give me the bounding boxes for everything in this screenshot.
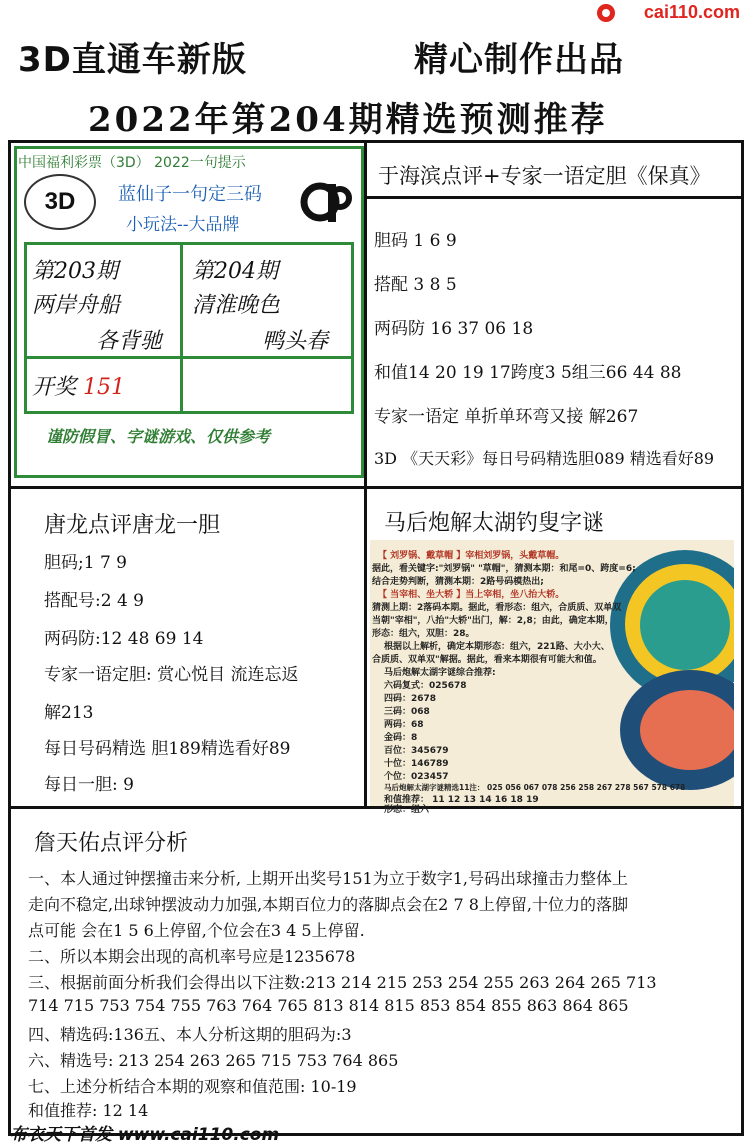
tang-line-0: 胆码;1 7 9 (44, 553, 127, 573)
tang-line-1: 搭配号:2 4 9 (44, 591, 144, 611)
zhan-line-1: 走向不稳定,出球钟摆波动力加强,本期百位力的落脚点会在2 7 8上停留,十位力的落脚 (28, 895, 628, 914)
panel-zhan-title: 詹天佑点评分析 (34, 831, 189, 856)
tang-line-6: 每日一胆: 9 (44, 775, 134, 795)
ticket-line1: 蓝仙子一句定三码 (118, 184, 262, 205)
panel-yu-title-line (366, 196, 744, 199)
riddle-line-2: 结合走势判断，猜测本期：2路号码模热出; (372, 577, 544, 587)
zhan-line-6: 四、精选码:136五、本人分析这期的胆码为:3 (28, 1025, 352, 1044)
wave-decoration-5 (640, 690, 734, 770)
ticket-header: 中国福利彩票（3D） 2022一句提示 (18, 155, 246, 171)
riddle-line-6: 形态：组六，双胆：28。 (372, 629, 475, 639)
zhan-line-0: 一、本人通过钟摆撞击来分析, 上期开出奖号151为立于数字1,号码出球撞击力整体上 (28, 869, 628, 888)
row-divider-1 (8, 486, 744, 489)
riddle-line-5: 当朝"宰相"，八抬"大轿"出门，解：2,8；由此，确定本期， (372, 616, 614, 626)
yu-line-2: 两码防 16 37 06 18 (374, 319, 534, 339)
page-subtitle: 2022年第204期精选预测推荐 (88, 100, 608, 140)
draw-label: 开奖 (32, 375, 77, 400)
prev-riddle-a: 两岸舟船 (32, 293, 121, 318)
riddle-line-4: 猜测上期：2落码本期。据此，看形态：组六，合质质、双单双 (372, 603, 622, 613)
riddle-line-10: 六码复式：025678 (384, 681, 467, 691)
riddle-line-16: 十位：146789 (384, 759, 449, 769)
riddle-line-12: 三码：068 (384, 707, 430, 717)
draw-result (32, 370, 125, 401)
ticket-grid-vline (180, 242, 183, 414)
zhan-line-3: 二、所以本期会出现的高机率号应是1235678 (28, 947, 356, 966)
column-divider (364, 140, 367, 808)
panel-tang-title: 唐龙点评唐龙一胆 (44, 513, 221, 538)
zhan-line-8: 七、上述分析结合本期的观察和值范围: 10-19 (28, 1077, 357, 1096)
zhan-line-4: 三、根据前面分析我们会得出以下注数:213 214 215 253 254 255 263 264 265 713 (28, 973, 657, 992)
ticket-line2: 小玩法--大品牌 (126, 215, 240, 235)
draw-value: 151 (83, 375, 126, 400)
zhan-line-5: 714 715 753 754 755 763 764 765 813 814 815 853 854 855 863 864 865 (28, 996, 629, 1015)
3d-logo-icon (24, 174, 96, 230)
panel-yu-title: 于海滨点评+专家一语定胆《保真》 (378, 164, 711, 188)
riddle-line-0: 【 刘罗锅、戴草帽 】宰相刘罗锅，头戴草帽。 (378, 551, 565, 561)
yu-line-4: 专家一语定 单折单环弯又接 解267 (374, 407, 639, 427)
tang-line-5: 每日号码精选 胆189精选看好89 (44, 739, 291, 759)
riddle-line-13: 两码：68 (384, 720, 424, 730)
ticket-warning: 谨防假冒、字谜游戏、仅供参考 (46, 427, 271, 446)
brand-logo-icon (597, 4, 615, 22)
cur-riddle-b: 鸭头春 (262, 329, 329, 354)
wave-decoration-3 (640, 580, 730, 670)
header-right-title: 精心制作出品 (414, 40, 624, 80)
cur-issue: 第204期 (192, 259, 278, 284)
riddle-line-18: 马后炮解太湖字谜精选11注： 025 056 067 078 256 258 267 278 567 578 678 (384, 783, 686, 792)
yu-line-3: 和值14 20 19 17跨度3 5组三66 44 88 (374, 363, 682, 383)
brand-site[interactable]: cai110.com (643, 2, 740, 22)
cp-logo-svg (298, 178, 352, 226)
riddle-line-11: 四码：2678 (384, 694, 437, 704)
riddle-line-1: 据此，看关键字:"刘罗锅" "草帽"，猜测本期：和尾=0、跨度=6; (372, 564, 636, 574)
riddle-line-17: 个位：023457 (384, 772, 449, 782)
3d-logo-text: 3D (44, 188, 76, 215)
zhan-line-9: 和值推荐: 12 14 (28, 1101, 149, 1120)
footer-text[interactable]: 布衣天下首发 www.cai110.com (10, 1125, 280, 1145)
riddle-line-14: 金码：8 (384, 733, 418, 743)
riddle-line-8: 合质质、双单双"解据。据此，看来本期很有可能大和值。 (372, 655, 602, 665)
riddle-line-15: 百位：345679 (384, 746, 449, 756)
riddle-line-3: 【 当宰相、坐大轿 】当上宰相，坐八抬大轿。 (378, 590, 565, 600)
tang-line-3: 专家一语定胆: 赏心悦目 流连忘返 (44, 665, 299, 685)
header-left-title: 3D直通车新版 (18, 40, 247, 80)
riddle-line-20: 形态：组六 (384, 805, 430, 815)
ticket-grid-hline (24, 356, 354, 359)
riddle-line-9: 马后炮解太湖字谜综合推荐: (384, 668, 496, 678)
zhan-line-2: 点可能 会在1 5 6上停留,个位会在3 4 5上停留. (28, 921, 365, 940)
cur-riddle-a: 清淮晚色 (192, 293, 281, 318)
cp-logo-icon (298, 178, 352, 226)
prev-riddle-b: 各背驰 (96, 329, 163, 354)
yu-line-1: 搭配 3 8 5 (374, 275, 457, 295)
yu-line-0: 胆码 1 6 9 (374, 231, 457, 251)
riddle-line-19: 和值推荐： 11 12 13 14 16 18 19 (384, 795, 539, 805)
tang-line-2: 两码防:12 48 69 14 (44, 629, 204, 649)
zhan-line-7: 六、精选号: 213 254 263 265 715 753 764 865 (28, 1051, 399, 1070)
tang-line-4: 解213 (44, 703, 94, 723)
riddle-line-7: 根据以上解析，确定本期形态：组六，221路、大小大、 (384, 642, 610, 652)
prev-issue: 第203期 (32, 259, 118, 284)
yu-line-5: 3D 《天天彩》每日号码精选胆089 精选看好89 (374, 449, 715, 468)
panel-ma-title: 马后炮解太湖钓叟字谜 (384, 511, 605, 536)
row-divider-2 (8, 806, 744, 809)
